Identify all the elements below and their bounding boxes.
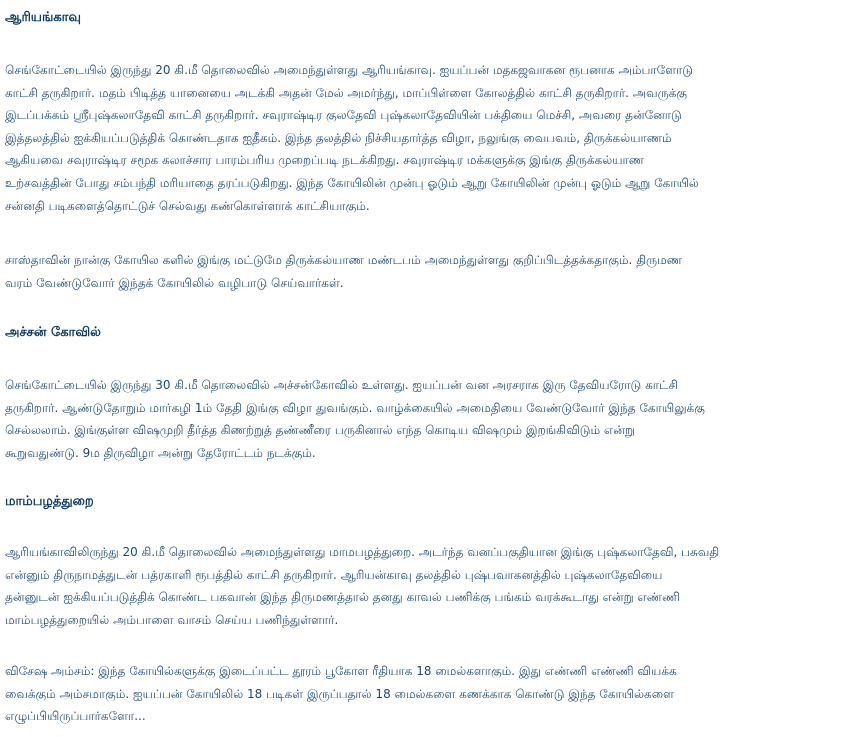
text-line: இத்தலத்தில் ஐக்கியப்படுத்திக் கொண்டதாக ஐதீகம். இந்த தலத்தில் நிச்சியதார்த்த விழா, நலுங்கு வைபவம், திருக்கல்யாணம் [5,130,672,145]
text-line: செங்கோட்டையில் இருந்து 20 கி.மீ தொலைவில் அமைந்துள்ளது ஆரியங்காவு. ஐயப்பன் மதகஜவாகன ரூபனாக அம்பாளோடு [5,63,693,77]
text-line: ஆகியவை சவுராஷ்டிர சமூக கலாச்சார பாரம்பரிய முறைப்படி நடக்கிறது. சவுராஷ்டிர மக்களுக்கு இங்கு திருக்கல்யாண [5,153,645,168]
text-line: சன்னதி படிகளைத்தொட்டுச் செல்வது கண்கொள்ளாக் காட்சியாகும். [5,198,370,213]
paragraph-special-feature [5,660,857,728]
text-line: எழுப்பியிருப்பார்களோ... [5,709,146,724]
paragraph-aryankavu-intro [5,59,857,217]
text-line: ஆரியங்காவிலிருந்து 20 கி.மீ தொலைவில் அமைந்துள்ளது மாமபழத்துறை. அடர்ந்த வனப்பகுதியான இங்கு புஷ்கலாதேவி, பசுவதி [5,545,720,559]
section-heading-aryankavu: ஆரியங்காவு [5,10,81,25]
text-line: தன்னுடன் ஐக்கியப்படுத்திக் கொண்ட பகவான் இந்த திருமணத்தால் தனது காவல் பணிக்கு பங்கம் வரக்கூடாது என்று எண்ணி [5,590,680,605]
text-line: தருகிறார். ஆண்டுதோறும் மார்கழி 1ம் தேதி இங்கு விழா துவங்கும். வாழ்க்கையில் அமைதியை வேண்டுவோர் இந்த கோயிலுக்கு [5,400,705,415]
text-line: கூறுவதுண்டு. 9ம திருவிழா அன்று தேரோட்டம் நடக்கும். [5,445,316,460]
text-line: என்னும் திருநாமத்துடன் பத்ரகாளி ரூபத்தில் காட்சி தருகிறார். ஆரியன்காவு தலத்தில் புஷ்பவாகனத்தில் புஷ்கலாதேவியை [5,567,663,582]
text-line: வைக்கும் அம்சமாகும். ஐயப்பன் கோயிலில் 18 படிகள் இருப்பதால் 18 மைல்களை கணக்காக கொண்டு இந்த கோயில்களை [5,686,674,701]
text-line: சாஸ்தாவின் நான்கு கோயில களில் இங்கு மட்டுமே திருக்கல்யாண மண்டபம் அமைந்துள்ளது குறிப்பிடத்தக்கதாகும். திருமண [5,253,683,267]
text-line: விசேஷ அம்சம்: இந்த கோயில்களுக்கு இடைப்பட்ட தூரம் பூகோள ரீதியாக 18 மைல்களாகும். இது எண்ணி எண்ணி வியக்க [5,664,677,678]
text-line: காட்சி தருகிறார். மதம் பிடித்த யானையை அடக்கி அதன் மேல் அமர்ந்து, மாப்பிள்ளை கோலத்தில் காட்சி தருகிறார். அவருக்கு [5,85,687,100]
text-line: வரம் வேண்டுவோர் இந்தக் கோயிலில் வழிபாடு செய்வார்கள். [5,275,344,290]
text-line: செங்கோட்டையில் இருந்து 30 கி.மீ தொலைவில் அச்சன்கோவில் உள்ளது. ஐயப்பன் வன அரசராக இரு தேவியரோடு காட்சி [5,378,678,392]
text-line: இடப்பக்கம் ஸ்ரீபுஷ்கலாதேவி காட்சி தருகிறார். சவுராஷ்டிர குலதேவி புஷ்கலாதேவியின் பக்தியை மெச்சி, அவரை தன்னோடு [5,108,682,123]
section-heading-achankovil: அச்சன் கோவில் [5,325,101,340]
paragraph-achankovil [5,374,857,464]
paragraph-mampazhathurai [5,541,857,631]
text-line: உற்சவத்தின் போது சம்பந்தி மரியாதை தரப்படுகிறது. இந்த கோயிலின் முன்பு ஓடும் ஆறு கோயிலின் முன்பு ஓடும் ஆறு கோயில் [5,175,699,190]
paragraph-aryankavu-mandapam [5,249,857,294]
section-heading-mampazhathurai: மாம்பழத்துறை [5,494,94,509]
text-line: மாம்பழத்துறையில் அம்பாளை வாசம் செய்ய பணிந்துள்ளார். [5,612,339,627]
text-line: செல்லலாம். இங்குள்ள விஷமுறி தீர்த்த கிணற்றுத் தண்ணீரை பருகினால் எந்த கொடிய விஷமும் இறங்கிவிடும் என்று [5,423,635,438]
